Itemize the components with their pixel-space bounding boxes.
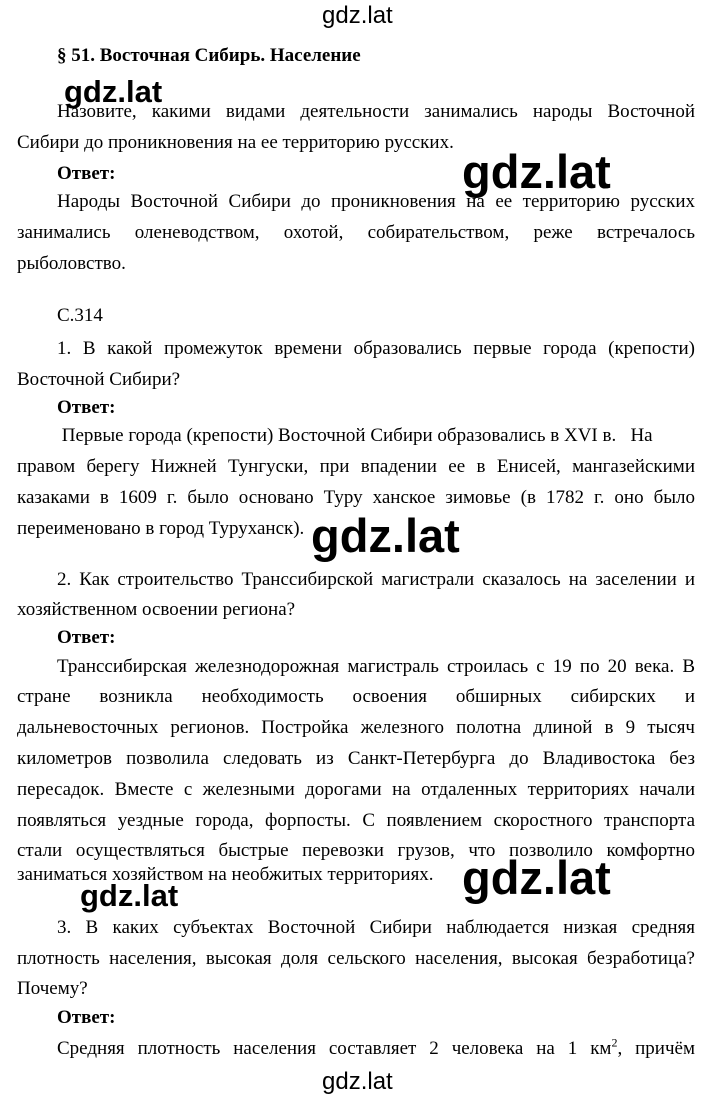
watermark: gdz.lat xyxy=(64,74,163,109)
answer-line: Транссибирская железнодорожная магистраль строилась с 19 по 20 века. В xyxy=(57,656,695,677)
answer-line: появляться уездные города, форпосты. С появлением скоростного транспорта xyxy=(17,810,695,831)
answer-line: занимались оленеводством, охотой, собирательством, реже встречалось xyxy=(17,222,695,243)
question-line: Сибири до проникновения на ее территорию русских. xyxy=(17,132,454,153)
page-reference: С.314 xyxy=(57,305,103,326)
answer-line: Первые города (крепости) Восточной Сибири образовались в XVI в. На xyxy=(57,425,653,446)
question-line: Восточной Сибири? xyxy=(17,369,181,390)
answer-line: рыболовство. xyxy=(17,253,126,274)
watermark: gdz.lat xyxy=(80,878,179,913)
question-line: 1. В какой промежуток времени образовались первые города (крепости) xyxy=(57,338,695,359)
answer-line: переименовано в город Туруханск). xyxy=(17,518,305,539)
answer-line: казаками в 1609 г. было основано Туру ханское зимовье (в 1782 г. оно было xyxy=(17,487,695,508)
answer-line: правом берегу Нижней Тунгуски, при впадении ее в Енисей, мангазейскими xyxy=(17,456,695,477)
watermark: gdz.lat xyxy=(462,145,611,198)
question-line: плотность населения, высокая доля сельского населения, высокая безработица? xyxy=(17,948,695,969)
answer-label: Ответ: xyxy=(57,397,116,418)
answer-line: стали осуществляться быстрые перевозки грузов, что позволило комфортно xyxy=(17,840,695,861)
question-line: Назовите, какими видами деятельности занимались народы Восточной xyxy=(57,101,695,122)
watermark: gdz.lat xyxy=(462,851,611,904)
section-title: § 51. Восточная Сибирь. Население xyxy=(57,45,361,66)
answer-line xyxy=(57,1035,695,1060)
answer-label: Ответ: xyxy=(57,1007,116,1028)
watermark-bottom: gdz.lat xyxy=(322,1068,393,1095)
answer-label: Ответ: xyxy=(57,163,116,184)
watermark: gdz.lat xyxy=(311,509,460,562)
superscript: 2 xyxy=(611,1035,618,1050)
question-line: 3. В каких субъектах Восточной Сибири наблюдается низкая средняя xyxy=(57,917,695,938)
question-line: 2. Как строительство Транссибирской магистрали сказалось на заселении и xyxy=(57,569,695,590)
watermark-top: gdz.lat xyxy=(322,2,393,29)
question-line: хозяйственном освоении региона? xyxy=(17,599,296,620)
answer-label: Ответ: xyxy=(57,627,116,648)
answer-line: пересадок. Вместе с железными дорогами на отдаленных территориях начали xyxy=(17,779,695,800)
answer-line: заниматься хозяйством на необжитых территориях. xyxy=(17,864,434,885)
question-line: Почему? xyxy=(17,978,88,999)
answer-line: дальневосточных регионов. Постройка железного полотна длиной в 9 тысяч xyxy=(17,717,695,738)
answer-text: Средняя плотность населения составляет 2 человека на 1 км xyxy=(57,1038,612,1059)
answer-line: километров позволила следовать из Санкт-Петербурга до Владивостока без xyxy=(17,748,695,769)
answer-line: Народы Восточной Сибири до проникновения на ее территорию русских xyxy=(57,191,695,212)
answer-text: , причём xyxy=(617,1038,695,1059)
answer-line: стране возникла необходимость освоения обширных сибирских и xyxy=(17,686,695,707)
